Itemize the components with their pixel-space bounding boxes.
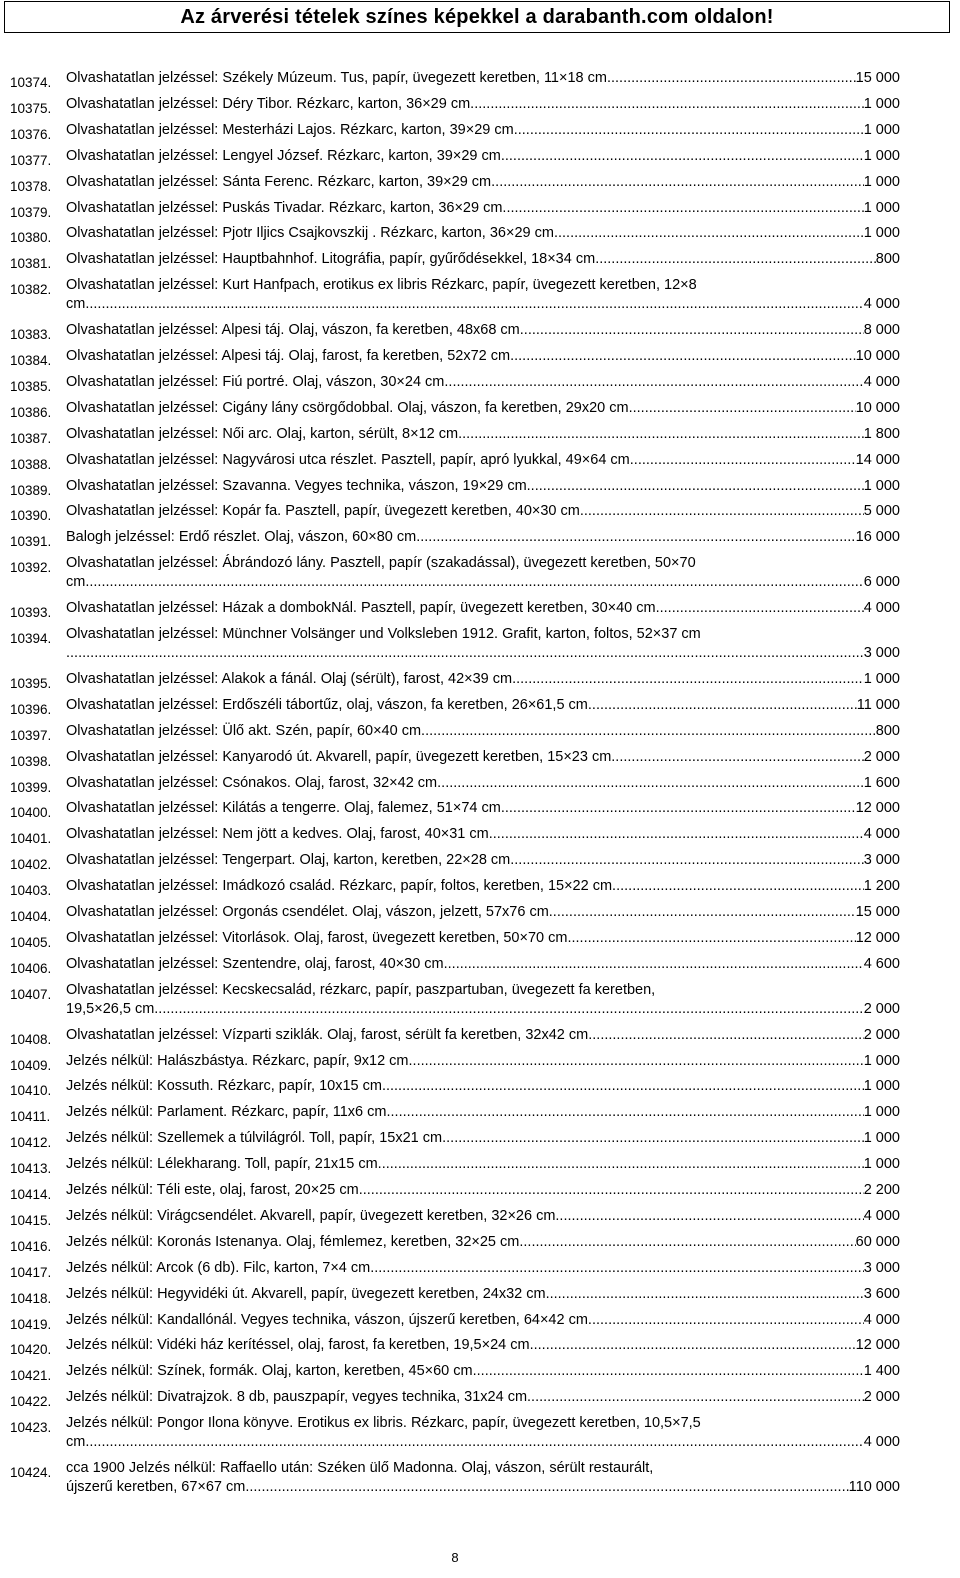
lot-description: Olvashatatlan jelzéssel: Fiú portré. Olaj, vászon, 30×24 cm bbox=[66, 373, 445, 390]
lot-price: 2 200 bbox=[863, 1182, 900, 1198]
lot-number: 10381. bbox=[10, 256, 52, 272]
dot-leader bbox=[502, 199, 863, 218]
dot-leader bbox=[595, 250, 876, 269]
lot-description: cm bbox=[66, 1434, 86, 1451]
lot-price: 4 000 bbox=[863, 600, 900, 617]
lot-description-line bbox=[66, 250, 900, 269]
lot-price: 1 000 bbox=[863, 225, 900, 242]
lot-price: 15 000 bbox=[855, 70, 900, 86]
lot-description: Olvashatatlan jelzéssel: Alakok a fánál. Olaj (sérült), farost, 42×39 cm bbox=[66, 670, 513, 687]
lot-price: 3 600 bbox=[863, 1285, 900, 1302]
lot-description: Olvashatatlan jelzéssel: Puskás Tivadar. Rézkarc, karton, 36×29 cm bbox=[66, 199, 503, 216]
lot-number: 10376. bbox=[10, 126, 52, 142]
dot-leader bbox=[421, 722, 876, 741]
dot-leader bbox=[66, 644, 864, 663]
lot-description: Jelzés nélkül: Kossuth. Rézkarc, papír, 10x15 cm bbox=[66, 1078, 382, 1095]
lot-price: 1 000 bbox=[863, 173, 900, 190]
lot-number: 10396. bbox=[10, 701, 52, 717]
page-number: 8 bbox=[451, 1550, 459, 1565]
lot-price: 4 600 bbox=[863, 955, 900, 972]
dot-leader bbox=[444, 373, 863, 392]
lot-price: 3 000 bbox=[863, 1259, 900, 1276]
lot-description: Olvashatatlan jelzéssel: Lengyel József. Rézkarc, karton, 39×29 cm bbox=[66, 147, 501, 164]
lot-number: 10389. bbox=[10, 482, 52, 498]
dot-leader bbox=[501, 147, 864, 166]
lot-price: 10 000 bbox=[855, 399, 900, 416]
lot-price: 4 000 bbox=[863, 1434, 900, 1451]
lot-price: 2 000 bbox=[863, 748, 900, 765]
lot-number: 10375. bbox=[10, 100, 52, 116]
dot-leader bbox=[514, 121, 864, 140]
lot-number: 10393. bbox=[10, 605, 52, 621]
lot-number: 10412. bbox=[10, 1135, 52, 1151]
dot-leader bbox=[510, 851, 863, 870]
lot-description: Balogh jelzéssel: Erdő részlet. Olaj, vászon, 60×80 cm bbox=[66, 529, 417, 546]
lot-number: 10395. bbox=[10, 675, 52, 691]
lot-description: Olvashatatlan jelzéssel: Nagyvárosi utca részlet. Pasztell, papír, apró lyukkal, 49×64 cm bbox=[66, 451, 630, 468]
lot-description-line bbox=[66, 1285, 900, 1304]
lot-description: Olvashatatlan jelzéssel: Kanyarodó út. Akvarell, papír, üvegezett keretben, 15×23 cm bbox=[66, 748, 612, 765]
lot-number: 10392. bbox=[10, 560, 52, 576]
lot-description: Jelzés nélkül: Pongor Ilona könyve. Erotikus ex libris. Rézkarc, papír, üvegezett keretben, 10,5×7,5 bbox=[66, 1415, 701, 1432]
lot-description-line bbox=[66, 399, 900, 418]
dot-leader bbox=[154, 1000, 863, 1019]
lot-description-line bbox=[66, 696, 900, 715]
dot-leader bbox=[588, 696, 857, 715]
dot-leader bbox=[489, 825, 864, 844]
lot-price: 1 600 bbox=[863, 774, 900, 791]
lot-description: Olvashatatlan jelzéssel: Kurt Hanfpach, erotikus ex libris Rézkarc, papír, üvegezett keretben, 12×8 bbox=[66, 277, 697, 294]
lot-price: 4 000 bbox=[863, 296, 900, 313]
dot-leader bbox=[85, 295, 863, 314]
dot-leader bbox=[630, 451, 856, 470]
dot-leader bbox=[510, 347, 856, 366]
lot-price: 4 000 bbox=[863, 373, 900, 390]
lot-description: Olvashatatlan jelzéssel: Kopár fa. Pasztell, papír, üvegezett keretben, 40×30 cm bbox=[66, 503, 580, 520]
lot-number: 10421. bbox=[10, 1368, 52, 1384]
lot-description-line bbox=[66, 799, 900, 818]
lot-price: 1 000 bbox=[863, 1156, 900, 1173]
dot-leader bbox=[470, 95, 864, 114]
lot-description-line bbox=[66, 1052, 900, 1071]
lot-description: Olvashatatlan jelzéssel: Kilátás a tengerre. Olaj, falemez, 51×74 cm bbox=[66, 800, 501, 817]
lot-description: Olvashatatlan jelzéssel: Vitorlások. Olaj, farost, üvegezett keretben, 50×70 cm bbox=[66, 929, 568, 946]
lot-description: Olvashatatlan jelzéssel: Münchner Volsänger und Volksleben 1912. Grafit, karton, foltos, 52×37 cm bbox=[66, 626, 701, 642]
lot-price: 14 000 bbox=[855, 451, 900, 468]
lot-price: 1 000 bbox=[863, 199, 900, 216]
lot-number: 10387. bbox=[10, 430, 52, 446]
lot-description: Olvashatatlan jelzéssel: Mesterházi Lajos. Rézkarc, karton, 39×29 cm bbox=[66, 121, 514, 138]
lot-description: Jelzés nélkül: Arcok (6 db). Filc, karton, 7×4 cm bbox=[66, 1259, 371, 1276]
lot-description-line bbox=[66, 748, 900, 767]
lot-number: 10394. bbox=[10, 631, 52, 646]
dot-leader bbox=[458, 425, 864, 444]
lot-price: 1 000 bbox=[863, 1104, 900, 1121]
dot-leader bbox=[359, 1181, 864, 1200]
lot-number: 10423. bbox=[10, 1420, 52, 1436]
lot-description: Jelzés nélkül: Parlament. Rézkarc, papír, 11x6 cm bbox=[66, 1104, 387, 1121]
dot-leader bbox=[567, 929, 855, 948]
lot-description-line bbox=[66, 1362, 900, 1381]
lot-description-line bbox=[66, 670, 900, 689]
lot-description: cm bbox=[66, 296, 86, 313]
lot-description: Jelzés nélkül: Divatrajzok. 8 db, pauszpapír, vegyes technika, 31x24 cm bbox=[66, 1389, 528, 1406]
lot-price: 1 000 bbox=[863, 121, 900, 138]
lot-number: 10397. bbox=[10, 727, 52, 743]
dot-leader bbox=[416, 528, 855, 547]
lot-number: 10410. bbox=[10, 1083, 52, 1099]
lot-description: Olvashatatlan jelzéssel: Erdőszéli tábortűz, olaj, vászon, fa keretben, 26×61,5 cm bbox=[66, 696, 588, 713]
lot-description-line bbox=[66, 95, 900, 114]
dot-leader bbox=[512, 670, 864, 689]
dot-leader bbox=[527, 477, 864, 496]
dot-leader bbox=[245, 1478, 848, 1497]
lot-price: 4 000 bbox=[863, 1311, 900, 1328]
lot-description: Jelzés nélkül: Hegyvidéki út. Akvarell, papír, üvegezett keretben, 24x32 cm bbox=[66, 1285, 546, 1302]
lot-description: Jelzés nélkül: Színek, formák. Olaj, karton, keretben, 45×60 cm bbox=[66, 1363, 473, 1380]
lot-number: 10382. bbox=[10, 282, 52, 298]
lot-description-line bbox=[66, 1077, 900, 1096]
lot-number: 10386. bbox=[10, 404, 52, 420]
lot-price: 1 000 bbox=[863, 1078, 900, 1095]
lot-description: Olvashatatlan jelzéssel: Székely Múzeum. Tus, papír, üvegezett keretben, 11×18 cm bbox=[66, 70, 607, 86]
dot-leader bbox=[555, 1207, 863, 1226]
lot-description-line bbox=[66, 877, 900, 896]
lot-price: 1 000 bbox=[863, 147, 900, 164]
lot-description-line bbox=[66, 321, 900, 340]
lot-price: 4 000 bbox=[863, 826, 900, 843]
lot-number: 10385. bbox=[10, 378, 52, 394]
dot-leader bbox=[546, 1285, 864, 1304]
dot-leader bbox=[588, 1311, 864, 1330]
dot-leader bbox=[612, 877, 864, 896]
lot-description-line bbox=[66, 373, 900, 392]
lot-price: 1 000 bbox=[863, 1130, 900, 1147]
lot-description: Olvashatatlan jelzéssel: Pjotr Iljics Csajkovszkij . Rézkarc, karton, 36×29 cm bbox=[66, 225, 554, 242]
lot-description-line bbox=[66, 1103, 900, 1122]
lot-number: 10403. bbox=[10, 883, 52, 899]
dot-leader bbox=[85, 1433, 863, 1452]
lot-description-line bbox=[66, 1336, 900, 1355]
dot-leader bbox=[370, 1259, 863, 1278]
lot-description: Olvashatatlan jelzéssel: Női arc. Olaj, karton, sérült, 8×12 cm bbox=[66, 425, 459, 442]
header-title: Az árverési tételek színes képekkel a darabanth.com oldalon! bbox=[180, 6, 774, 28]
lot-price: 10 000 bbox=[855, 348, 900, 364]
lot-description-line bbox=[66, 69, 900, 88]
lot-description-line bbox=[66, 1129, 900, 1148]
lot-description-line bbox=[66, 1388, 900, 1407]
lot-number: 10404. bbox=[10, 909, 52, 924]
lot-number: 10374. bbox=[10, 75, 52, 90]
lot-description-line bbox=[66, 425, 900, 444]
lot-description: Jelzés nélkül: Téli este, olaj, farost, 20×25 cm bbox=[66, 1182, 359, 1198]
lot-description-line bbox=[66, 1000, 900, 1019]
lot-number: 10398. bbox=[10, 753, 52, 769]
dot-leader bbox=[378, 1155, 864, 1174]
dot-leader bbox=[386, 1103, 863, 1122]
lot-price: 2 000 bbox=[863, 1026, 900, 1043]
lot-description-line bbox=[66, 147, 900, 166]
lot-number: 10415. bbox=[10, 1212, 52, 1228]
lot-price: 800 bbox=[875, 722, 900, 739]
lot-price: 11 000 bbox=[856, 696, 900, 713]
dot-leader bbox=[491, 173, 864, 192]
lot-description-line bbox=[66, 929, 900, 948]
lot-number: 10384. bbox=[10, 353, 52, 368]
lot-description: cm bbox=[66, 574, 86, 591]
lot-price: 15 000 bbox=[855, 904, 900, 920]
lot-description-line bbox=[66, 199, 900, 218]
lot-number: 10388. bbox=[10, 456, 52, 472]
lot-number: 10409. bbox=[10, 1057, 52, 1073]
lot-number: 10414. bbox=[10, 1187, 52, 1202]
lot-description-line bbox=[66, 1233, 900, 1252]
lot-description-line bbox=[66, 644, 900, 663]
dot-leader bbox=[473, 1362, 864, 1381]
lot-number: 10417. bbox=[10, 1264, 52, 1280]
dot-leader bbox=[527, 1388, 864, 1407]
lot-description: Olvashatatlan jelzéssel: Szentendre, olaj, farost, 40×30 cm bbox=[66, 955, 444, 972]
lot-number: 10391. bbox=[10, 534, 52, 550]
lot-description: Olvashatatlan jelzéssel: Alpesi táj. Olaj, farost, fa keretben, 52x72 cm bbox=[66, 348, 511, 364]
lot-price: 1 000 bbox=[863, 95, 900, 112]
dot-leader bbox=[629, 399, 856, 418]
lot-description: Olvashatatlan jelzéssel: Tengerpart. Olaj, karton, keretben, 22×28 cm bbox=[66, 852, 511, 869]
lot-price: 1 000 bbox=[863, 477, 900, 494]
lot-description-line bbox=[66, 774, 900, 793]
lot-number: 10401. bbox=[10, 831, 52, 847]
lot-description: cca 1900 Jelzés nélkül: Raffaello után: Széken ülő Madonna. Olaj, vászon, sérült restaurált, bbox=[66, 1460, 654, 1476]
lot-price: 12 000 bbox=[855, 800, 900, 817]
dot-leader bbox=[554, 224, 864, 243]
lot-description: Jelzés nélkül: Halászbástya. Rézkarc, papír, 9x12 cm bbox=[66, 1052, 409, 1069]
lot-number: 10411. bbox=[10, 1109, 51, 1125]
dot-leader bbox=[530, 1336, 856, 1355]
lot-price: 1 200 bbox=[863, 878, 900, 895]
lot-description: Olvashatatlan jelzéssel: Déry Tibor. Rézkarc, karton, 36×29 cm bbox=[66, 95, 471, 112]
lot-price: 4 000 bbox=[863, 1207, 900, 1224]
lot-price: 1 400 bbox=[863, 1363, 900, 1380]
lot-description: Olvashatatlan jelzéssel: Vízparti sziklák. Olaj, farost, sérült fa keretben, 32x42 cm bbox=[66, 1026, 589, 1043]
lot-description-line bbox=[66, 1259, 900, 1278]
dot-leader bbox=[520, 321, 864, 340]
lot-description-line bbox=[66, 224, 900, 243]
lot-price: 110 000 bbox=[848, 1479, 900, 1495]
lot-number: 10390. bbox=[10, 508, 52, 524]
lot-description-line bbox=[66, 825, 900, 844]
lot-description-line bbox=[66, 573, 900, 592]
dot-leader bbox=[519, 1233, 855, 1252]
lot-description: Olvashatatlan jelzéssel: Szavanna. Vegyes technika, vászon, 19×29 cm bbox=[66, 477, 527, 494]
lot-description: Jelzés nélkül: Koronás Istenanya. Olaj, fémlemez, keretben, 32×25 cm bbox=[66, 1233, 520, 1250]
lot-number: 10408. bbox=[10, 1031, 52, 1047]
lot-price: 12 000 bbox=[855, 1337, 900, 1354]
lot-description-line bbox=[66, 1311, 900, 1330]
lot-number: 10399. bbox=[10, 779, 52, 795]
lot-number: 10406. bbox=[10, 960, 52, 976]
lot-description-line bbox=[66, 121, 900, 140]
dot-leader bbox=[444, 955, 864, 974]
lot-price: 60 000 bbox=[855, 1233, 900, 1250]
dot-leader bbox=[588, 1026, 863, 1045]
lot-number: 10424. bbox=[10, 1465, 52, 1480]
lot-description-line bbox=[66, 1207, 900, 1226]
lot-number: 10400. bbox=[10, 805, 52, 821]
lot-description: Olvashatatlan jelzéssel: Nem jött a kedves. Olaj, farost, 40×31 cm bbox=[66, 826, 489, 843]
lot-price: 1 800 bbox=[863, 425, 900, 442]
lot-description-line bbox=[66, 1433, 900, 1452]
dot-leader bbox=[85, 573, 863, 592]
lot-price: 1 000 bbox=[863, 1052, 900, 1069]
lot-description: Olvashatatlan jelzéssel: Házak a dombokNál. Pasztell, papír, üvegezett keretben, 30×40 cm bbox=[66, 600, 656, 617]
lot-price: 6 000 bbox=[863, 574, 900, 591]
lot-number: 10380. bbox=[10, 230, 52, 246]
lot-description: Olvashatatlan jelzéssel: Hauptbahnhof. Litográfia, papír, gyűrődésekkel, 18×34 cm bbox=[66, 251, 596, 268]
lot-description: Olvashatatlan jelzéssel: Cigány lány csörgődobbal. Olaj, vászon, fa keretben, 29x20 cm bbox=[66, 399, 629, 416]
lot-price: 5 000 bbox=[863, 503, 900, 520]
lot-description: Olvashatatlan jelzéssel: Sánta Ferenc. Rézkarc, karton, 39×29 cm bbox=[66, 173, 492, 190]
lot-price: 3 000 bbox=[863, 645, 900, 661]
lot-description-line bbox=[66, 173, 900, 192]
lot-description: Jelzés nélkül: Vidéki ház kerítéssel, olaj, farost, fa keretben, 19,5×24 cm bbox=[66, 1337, 530, 1354]
lot-description-line bbox=[66, 295, 900, 314]
lot-price: 12 000 bbox=[855, 929, 900, 946]
dot-leader bbox=[549, 903, 856, 922]
lot-description: újszerű keretben, 67×67 cm bbox=[66, 1479, 246, 1495]
lot-price: 800 bbox=[875, 251, 900, 268]
lot-description-line bbox=[66, 502, 900, 521]
lot-number: 10379. bbox=[10, 204, 52, 220]
lot-description: 19,5×26,5 cm bbox=[66, 1000, 155, 1017]
lot-description: Jelzés nélkül: Lélekharang. Toll, papír, 21x15 cm bbox=[66, 1156, 378, 1173]
lot-description: Olvashatatlan jelzéssel: Orgonás csendélet. Olaj, vászon, jelzett, 57x76 cm bbox=[66, 904, 549, 920]
lot-price: 16 000 bbox=[855, 529, 900, 546]
lot-number: 10418. bbox=[10, 1290, 52, 1306]
lot-number: 10420. bbox=[10, 1342, 52, 1358]
lot-number: 10402. bbox=[10, 857, 52, 873]
lot-price: 2 000 bbox=[863, 1389, 900, 1406]
lot-price: 1 000 bbox=[863, 670, 900, 687]
lot-number: 10422. bbox=[10, 1394, 52, 1410]
lot-description: Olvashatatlan jelzéssel: Kecskecsalád, rézkarc, papír, paszpartuban, üvegezett fa keretben, bbox=[66, 981, 656, 998]
dot-leader bbox=[501, 799, 856, 818]
lot-number: 10378. bbox=[10, 178, 52, 194]
lot-number: 10377. bbox=[10, 152, 52, 168]
lot-description-line bbox=[66, 1478, 900, 1497]
lot-description-line bbox=[66, 851, 900, 870]
lot-number: 10416. bbox=[10, 1238, 52, 1254]
lot-price: 8 000 bbox=[863, 322, 900, 339]
lot-description: Olvashatatlan jelzéssel: Ülő akt. Szén, papír, 60×40 cm bbox=[66, 722, 422, 739]
dot-leader bbox=[580, 502, 864, 521]
lot-description: Olvashatatlan jelzéssel: Imádkozó család. Rézkarc, papír, foltos, keretben, 15×22 cm bbox=[66, 878, 613, 895]
lot-description-line bbox=[66, 477, 900, 496]
lot-description-line bbox=[66, 955, 900, 974]
dot-leader bbox=[656, 599, 864, 618]
lot-description: Olvashatatlan jelzéssel: Csónakos. Olaj, farost, 32×42 cm bbox=[66, 774, 438, 791]
lot-description: Olvashatatlan jelzéssel: Alpesi táj. Olaj, vászon, fa keretben, 48x68 cm bbox=[66, 322, 520, 339]
lot-price: 3 000 bbox=[863, 852, 900, 869]
lot-number: 10407. bbox=[10, 986, 52, 1002]
lot-description: Jelzés nélkül: Virágcsendélet. Akvarell, papír, üvegezett keretben, 32×26 cm bbox=[66, 1207, 556, 1224]
lot-description-line bbox=[66, 599, 900, 618]
lot-number: 10413. bbox=[10, 1161, 52, 1177]
lot-description-line bbox=[66, 347, 900, 366]
lot-description-line bbox=[66, 1026, 900, 1045]
dot-leader bbox=[382, 1077, 864, 1096]
dot-leader bbox=[437, 774, 864, 793]
lot-number: 10405. bbox=[10, 934, 52, 950]
dot-leader bbox=[442, 1129, 864, 1148]
lot-description: Jelzés nélkül: Szellemek a túlvilágról. Toll, papír, 15x21 cm bbox=[66, 1130, 443, 1147]
lot-description-line bbox=[66, 451, 900, 470]
dot-leader bbox=[607, 69, 856, 88]
lot-description-line bbox=[66, 722, 900, 741]
lot-description-line bbox=[66, 1181, 900, 1200]
lot-description: Olvashatatlan jelzéssel: Ábrándozó lány. Pasztell, papír (szakadással), üvegezett keretben, 50×70 bbox=[66, 555, 696, 572]
dot-leader bbox=[409, 1052, 864, 1071]
lot-number: 10383. bbox=[10, 327, 52, 343]
lot-description: Jelzés nélkül: Kandallónál. Vegyes technika, vászon, újszerű keretben, 64×42 cm bbox=[66, 1311, 588, 1328]
dot-leader bbox=[611, 748, 863, 767]
lot-description-line bbox=[66, 903, 900, 922]
lot-price: 2 000 bbox=[863, 1000, 900, 1017]
lot-number: 10419. bbox=[10, 1316, 52, 1332]
lot-description-line bbox=[66, 528, 900, 547]
lot-description-line bbox=[66, 1155, 900, 1174]
